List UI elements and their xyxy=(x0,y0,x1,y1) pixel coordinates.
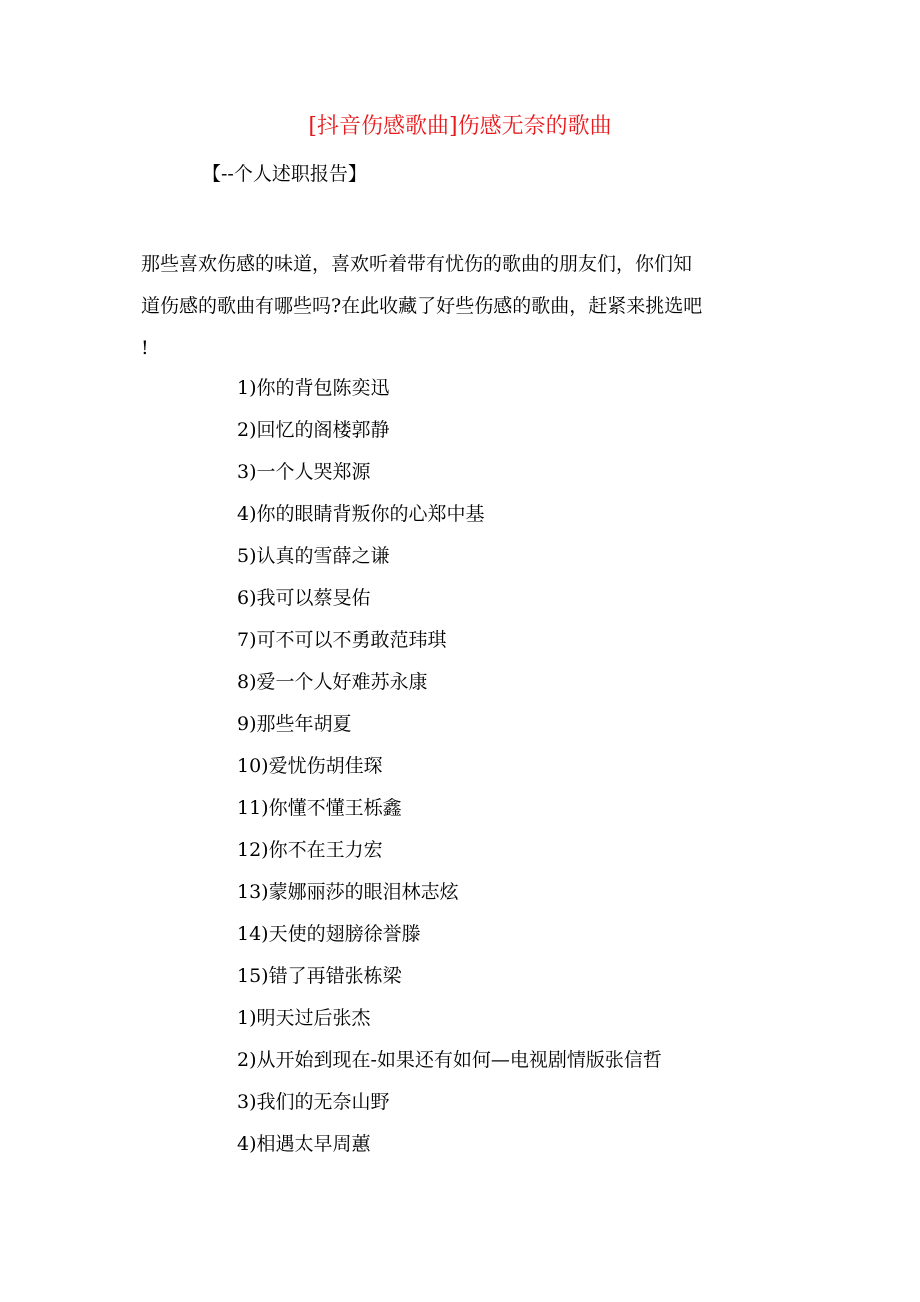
song-item: 13)蒙娜丽莎的眼泪林志炫 xyxy=(237,881,459,903)
song-item: 6)我可以蔡旻佑 xyxy=(237,587,371,609)
song-item: 9)那些年胡夏 xyxy=(237,713,352,735)
song-item: 4)相遇太早周蕙 xyxy=(237,1133,371,1155)
song-item: 1)明天过后张杰 xyxy=(237,1007,371,1029)
song-item: 5)认真的雪薛之谦 xyxy=(237,545,390,567)
intro-line: ! xyxy=(141,337,149,359)
song-item: 3)一个人哭郑源 xyxy=(237,461,371,483)
song-item: 2)从开始到现在-如果还有如何—电视剧情版张信哲 xyxy=(237,1049,662,1071)
song-item: 8)爱一个人好难苏永康 xyxy=(237,671,428,693)
song-item: 15)错了再错张栋梁 xyxy=(237,965,402,987)
intro-line: 那些喜欢伤感的味道，喜欢听着带有忧伤的歌曲的朋友们，你们知 xyxy=(141,253,693,275)
intro-paragraph xyxy=(141,243,781,369)
document-subtitle: 【--个人述职报告】 xyxy=(202,163,367,185)
song-item: 11)你懂不懂王栎鑫 xyxy=(237,797,402,819)
song-item: 7)可不可以不勇敢范玮琪 xyxy=(237,629,447,651)
intro-line: 道伤感的歌曲有哪些吗?在此收藏了好些伤感的歌曲，赶紧来挑选吧 xyxy=(141,295,703,317)
song-item: 1)你的背包陈奕迅 xyxy=(237,377,390,399)
document-title: [抖音伤感歌曲]伤感无奈的歌曲 xyxy=(308,114,612,139)
song-item: 4)你的眼睛背叛你的心郑中基 xyxy=(237,503,485,525)
song-list xyxy=(237,367,662,1165)
song-item: 12)你不在王力宏 xyxy=(237,839,383,861)
song-item: 10)爱忧伤胡佳琛 xyxy=(237,755,383,777)
song-item: 14)天使的翅膀徐誉滕 xyxy=(237,923,421,945)
song-item: 2)回忆的阁楼郭静 xyxy=(237,419,390,441)
song-item: 3)我们的无奈山野 xyxy=(237,1091,390,1113)
